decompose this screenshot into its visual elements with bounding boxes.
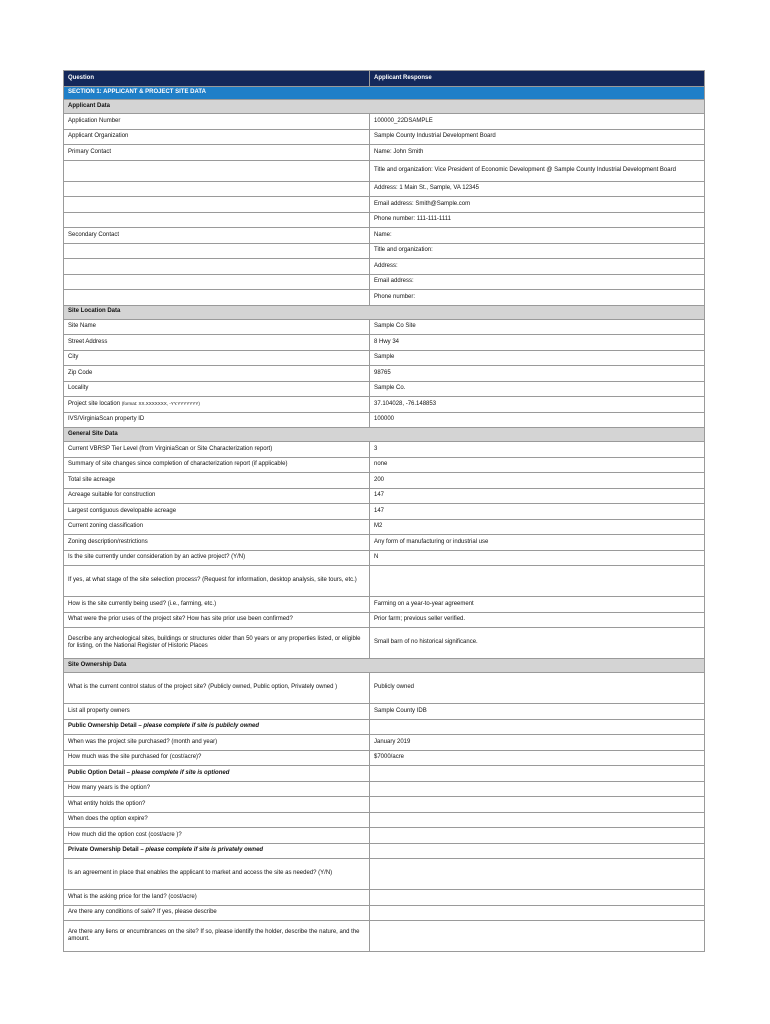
question-cell [64, 350, 370, 366]
response-cell[interactable]: Title and organization: Vice President of Economic Development @ Sample County Industrial Development Board [370, 160, 705, 181]
response-cell[interactable]: Sample Co. [370, 381, 705, 397]
question-cell [64, 160, 370, 181]
response-cell[interactable]: Farming on a year-to-year agreement [370, 597, 705, 613]
response-cell[interactable]: Email address: Smith@Sample.com [370, 197, 705, 213]
question-cell [64, 129, 370, 145]
question-text: What entity holds the option? [68, 800, 146, 807]
subsection-response [370, 719, 705, 735]
question-text: Current VBRSP Tier Level (from VirginiaScan or Site Characterization report) [68, 445, 273, 452]
response-cell[interactable]: 98765 [370, 366, 705, 382]
response-cell[interactable]: Prior farm; previous seller verified. [370, 612, 705, 628]
question-cell [64, 535, 370, 551]
question-text: Street Address [68, 338, 108, 345]
response-cell[interactable]: Sample [370, 350, 705, 366]
question-format-hint: (format: XX.XXXXXXX, -YY.YYYYYYY) [121, 401, 200, 406]
subsection-response [370, 766, 705, 782]
group-title: Site Ownership Data [64, 659, 705, 673]
response-cell[interactable]: 100000_22DSAMPLE [370, 114, 705, 130]
table-row [64, 457, 705, 473]
subsection-response [370, 843, 705, 859]
question-cell [64, 212, 370, 228]
question-text: How many years is the option? [68, 785, 151, 791]
table-row [64, 566, 705, 597]
question-cell [64, 781, 370, 797]
table-row [64, 197, 705, 213]
response-cell[interactable]: Title and organization: [370, 243, 705, 259]
question-cell [64, 473, 370, 489]
response-cell[interactable] [370, 812, 705, 828]
response-cell[interactable]: Phone number: [370, 290, 705, 306]
response-cell[interactable]: Name: John Smith [370, 145, 705, 161]
subsection-name: Public Ownership Detail [68, 723, 137, 729]
table-row [64, 129, 705, 145]
questionnaire-table [63, 70, 705, 952]
question-cell [64, 274, 370, 290]
table-row [64, 921, 705, 952]
question-text: Largest contiguous developable acreage [68, 507, 177, 514]
table-row [64, 145, 705, 161]
question-cell [64, 504, 370, 520]
table-row [64, 366, 705, 382]
question-text: Acreage suitable for construction [68, 492, 156, 498]
question-cell [64, 243, 370, 259]
question-text: Summary of site changes since completion of characterization report (if applicable) [68, 461, 288, 467]
question-text: When does the option expire? [68, 816, 148, 822]
response-cell[interactable]: 200 [370, 473, 705, 489]
table-row [64, 735, 705, 751]
response-cell[interactable] [370, 828, 705, 844]
question-cell [64, 228, 370, 244]
table-row [64, 750, 705, 766]
question-text: How much was the site purchased for (cost/acre)? [68, 754, 202, 760]
question-cell [64, 890, 370, 906]
response-cell[interactable]: Small barn of no historical significance. [370, 628, 705, 659]
table-row [64, 504, 705, 520]
question-text: Are there any conditions of sale? If yes, please describe [68, 909, 217, 915]
response-cell[interactable]: Name: [370, 228, 705, 244]
question-cell [64, 442, 370, 458]
header-question: Question [64, 71, 370, 87]
question-cell [64, 597, 370, 613]
table-row [64, 704, 705, 720]
group-header [64, 100, 705, 114]
subsection-name: Public Option Detail [68, 769, 126, 776]
subsection-title [64, 843, 370, 859]
response-cell[interactable]: Address: [370, 259, 705, 275]
question-cell [64, 612, 370, 628]
table-row [64, 397, 705, 413]
section-header [64, 87, 705, 100]
question-text: Is an agreement in place that enables the applicant to market and access the site as needed? (Y/N) [68, 870, 333, 877]
response-cell[interactable] [370, 905, 705, 921]
table-row [64, 228, 705, 244]
question-cell [64, 145, 370, 161]
response-cell[interactable]: N [370, 550, 705, 566]
table-row [64, 628, 705, 659]
table-row [64, 905, 705, 921]
question-text: If yes, at what stage of the site selection process? (Request for information, desktop analysis, site tours, etc.) [68, 577, 357, 584]
response-cell[interactable]: January 2019 [370, 735, 705, 751]
question-cell [64, 488, 370, 504]
table-row [64, 488, 705, 504]
question-text: Is the site currently under consideration by an active project? (Y/N) [68, 554, 246, 560]
question-text: What were the prior uses of the project site? How has site prior use been confirmed? [68, 616, 293, 622]
table-row [64, 412, 705, 428]
table-row [64, 319, 705, 335]
subsection-note: – please complete if site is optioned [125, 769, 230, 776]
table-row [64, 160, 705, 181]
question-cell [64, 519, 370, 535]
response-cell[interactable]: Phone number: 111-111-1111 [370, 212, 705, 228]
response-cell[interactable] [370, 859, 705, 890]
question-cell [64, 566, 370, 597]
question-text: Zip Code [68, 369, 93, 376]
table-row [64, 181, 705, 197]
group-title: General Site Data [64, 428, 705, 442]
question-text: What is the asking price for the land? (cost/acre) [68, 893, 197, 900]
response-cell[interactable]: 147 [370, 504, 705, 520]
response-cell[interactable]: Sample County IDB [370, 704, 705, 720]
group-header [64, 659, 705, 673]
question-cell [64, 412, 370, 428]
question-cell [64, 828, 370, 844]
table-row [64, 290, 705, 306]
question-cell [64, 335, 370, 351]
question-text: Application Number [68, 117, 121, 124]
table-row [64, 828, 705, 844]
subsection-row [64, 843, 705, 859]
table-row [64, 550, 705, 566]
table-row [64, 212, 705, 228]
table-row [64, 114, 705, 130]
section-title: SECTION 1: APPLICANT & PROJECT SITE DATA [64, 87, 705, 100]
question-text: Applicant Organization [68, 133, 129, 139]
table-row [64, 612, 705, 628]
group-title: Site Location Data [64, 305, 705, 319]
question-cell [64, 181, 370, 197]
question-text: Primary Contact [68, 148, 112, 155]
table-row [64, 859, 705, 890]
table-row [64, 259, 705, 275]
response-cell[interactable] [370, 566, 705, 597]
table-row [64, 350, 705, 366]
question-text: Describe any archeological sites, buildings or structures older than 50 years or any properties listed, or eligible for listing, on the National Register of Historic Places [68, 635, 361, 649]
subsection-row [64, 719, 705, 735]
question-cell [64, 905, 370, 921]
question-text: City [68, 354, 79, 360]
question-text: Locality [68, 385, 89, 391]
question-cell [64, 197, 370, 213]
question-text: Total site acreage [68, 476, 116, 483]
group-header [64, 305, 705, 319]
question-text: Are there any liens or encumbrances on the site? If so, please identify the holder, describe the nature, and the amount. [68, 928, 360, 942]
question-cell [64, 259, 370, 275]
table-row [64, 274, 705, 290]
question-text: Current zoning classification [68, 523, 144, 529]
question-cell [64, 859, 370, 890]
question-text: Project site location [68, 401, 121, 407]
question-cell [64, 319, 370, 335]
question-cell [64, 673, 370, 704]
header-response: Applicant Response [370, 71, 705, 87]
question-cell [64, 750, 370, 766]
question-cell [64, 797, 370, 813]
response-cell[interactable]: Email address: [370, 274, 705, 290]
response-cell[interactable]: 8 Hwy 34 [370, 335, 705, 351]
response-cell[interactable]: 147 [370, 488, 705, 504]
question-text: Site Name [68, 323, 97, 329]
question-cell [64, 397, 370, 413]
response-cell[interactable]: 37.104028, -76.148853 [370, 397, 705, 413]
response-cell[interactable] [370, 781, 705, 797]
response-cell[interactable] [370, 921, 705, 952]
subsection-title [64, 719, 370, 735]
response-cell[interactable] [370, 890, 705, 906]
response-cell[interactable]: M2 [370, 519, 705, 535]
table-row [64, 673, 705, 704]
table-row [64, 442, 705, 458]
response-cell[interactable]: Any form of manufacturing or industrial use [370, 535, 705, 551]
question-cell [64, 550, 370, 566]
question-text: Secondary Contact [68, 231, 120, 238]
table-row [64, 519, 705, 535]
table-row [64, 890, 705, 906]
response-cell[interactable]: Address: 1 Main St., Sample, VA 12345 [370, 181, 705, 197]
group-header [64, 428, 705, 442]
table-row [64, 473, 705, 489]
table-header [64, 71, 705, 87]
response-cell[interactable]: $7000/acre [370, 750, 705, 766]
table-row [64, 243, 705, 259]
table-row [64, 812, 705, 828]
response-cell[interactable]: Publicly owned [370, 673, 705, 704]
question-cell [64, 704, 370, 720]
group-title: Applicant Data [64, 100, 705, 114]
table-row [64, 781, 705, 797]
table-row [64, 381, 705, 397]
question-cell [64, 381, 370, 397]
table-row [64, 535, 705, 551]
question-cell [64, 628, 370, 659]
question-text: How much did the option cost (cost/acre )? [68, 831, 182, 838]
subsection-name: Private Ownership Detail [68, 847, 139, 853]
question-text: What is the current control status of the project site? (Publicly owned, Public option, Privately owned ) [68, 684, 338, 691]
subsection-title [64, 766, 370, 782]
question-cell [64, 114, 370, 130]
response-cell[interactable] [370, 797, 705, 813]
question-text: IVS/VirginiaScan property ID [68, 416, 145, 422]
question-text: How is the site currently being used? (i.e., farming, etc.) [68, 600, 217, 607]
table-row [64, 797, 705, 813]
question-cell [64, 290, 370, 306]
question-text: Zoning description/restrictions [68, 538, 148, 545]
question-cell [64, 812, 370, 828]
question-cell [64, 366, 370, 382]
response-cell[interactable]: 100000 [370, 412, 705, 428]
response-cell[interactable]: Sample Co Site [370, 319, 705, 335]
subsection-note: – please complete if site is publicly owned [136, 723, 260, 729]
question-cell [64, 457, 370, 473]
question-text: When was the project site purchased? (month and year) [68, 738, 218, 745]
response-cell[interactable]: 3 [370, 442, 705, 458]
response-cell[interactable]: Sample County Industrial Development Board [370, 129, 705, 145]
subsection-note: – please complete if site is privately owned [138, 847, 264, 853]
table-row [64, 335, 705, 351]
subsection-row [64, 766, 705, 782]
response-cell[interactable]: none [370, 457, 705, 473]
question-cell [64, 735, 370, 751]
question-text: List all property owners [68, 707, 130, 714]
question-cell [64, 921, 370, 952]
table-row [64, 597, 705, 613]
